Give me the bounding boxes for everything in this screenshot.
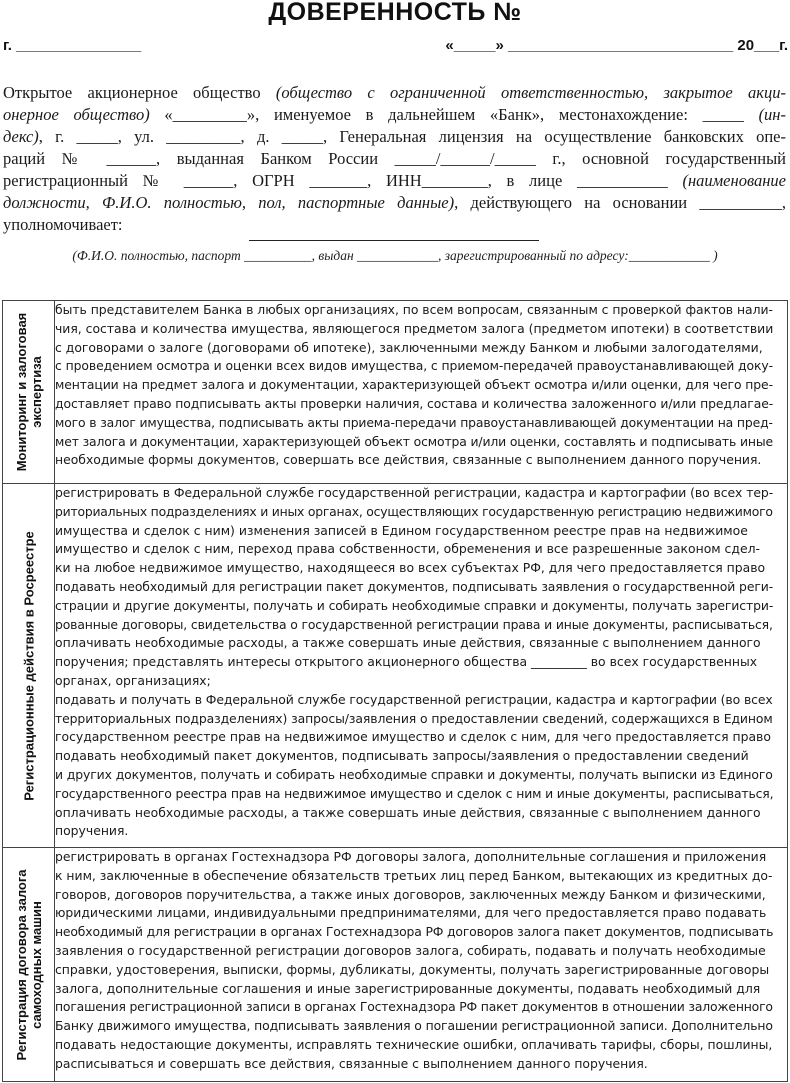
section-text-line: необходимый для регистрации в органах Гостехнадзора РФ договоров залога пакет документов, подписывать: [55, 924, 774, 940]
section-text-line: оплачивать необходимые расходы, а также совершать иные действия, связанные с выполнением данного: [55, 804, 761, 820]
section-text-line: к ним, заключенные в обеспечение обязательств третьих лиц перед Банком, вытекающих из кредитных до-: [55, 867, 773, 883]
section-label: Регистрационные действия в Росреестре: [21, 530, 36, 801]
section-body: [55, 301, 788, 484]
section-body: [55, 484, 788, 848]
section-text-line: риториальных подразделениях и иных органах, осуществляющих государственную регистрацию недвижимого: [55, 503, 773, 519]
section-text-line: государственном реестре прав на недвижимое имущество и сделок с ним, для чего предоставляется право: [55, 729, 771, 745]
section-text-line: ки на любое недвижимое имущество, находящееся во всех субъектах РФ, для чего предоставляется право: [55, 560, 766, 576]
section-text-line: государственного реестра прав на недвижимое имущество и сделок с ним и иные документы, расписываться,: [55, 785, 774, 801]
section-text-line: залога, дополнительные соглашения и иные зарегистрированные документы, подавать необходимый для: [55, 980, 761, 996]
section-label-cell: [3, 301, 55, 484]
section-label: Регистрация договора залога самоходных машин: [13, 868, 44, 1061]
intro-line: онерное общество) «_________», именуемое в дальнейшем «Банк», местонахождение: _____ (ин-: [3, 105, 786, 124]
intro-line: декс), г. _____, ул. _________, д. _____, Генеральная лицензия на осуществление банковских опе-: [3, 127, 786, 146]
section-text-line: подавать недостающие документы, исправлять технические ошибки, оплачивать тарифы, сборы, пошлины,: [55, 1036, 773, 1052]
section-text-line: регистрировать в органах Гостехнадзора РФ договоры залога, дополнительные соглашения и приложения: [55, 849, 767, 864]
section-text-line: и других документов, получать и собирать необходимые справки и документы, получать выписки из Единого: [55, 766, 773, 782]
intro-line: раций № ______, выданная Банком России _____/______/_____ г., основной государственный: [3, 149, 786, 168]
section-text-line: органах, организациях;: [55, 672, 211, 688]
section-text-line: с договорами о залоге (договорами об ипотеке), заключенными между Банком и любыми залогодателями,: [55, 339, 763, 355]
section-text-line: Банку движимого имущества, подписывать заявления о погашении регистрационной записи. Дополнительно: [55, 1018, 773, 1034]
intro-line: должности, Ф.И.О. полностью, пол, паспортные данные), действующего на основании __________,: [3, 193, 786, 212]
section-text-line: поручения; представлять интересы открытого акционерного общества _________ во всех государственных: [55, 654, 758, 670]
document-title: ДОВЕРЕННОСТЬ №: [268, 0, 522, 26]
date-field: «_____» ___________________________ 20___г.: [445, 37, 788, 54]
section-label-cell: [3, 848, 55, 1082]
section-text-line: быть представителем Банка в любых организациях, по всем вопросам, связанным с проверкой фактов нали-: [55, 302, 773, 317]
section-text-line: подавать необходимый пакет документов, подписывать запросы/заявления о предоставлении сведений: [55, 748, 749, 764]
intro-line: Открытое акционерное общество (общество с ограниченной ответственностью, закрытое акци-: [3, 83, 786, 102]
section-text-line: поручения.: [55, 823, 129, 839]
section-text-line: с проведением осмотра и оценки всех видов имущества, с приемом-передачей правоустанавливающей доку-: [55, 358, 774, 374]
section-label: Мониторинг и залоговая экспертиза: [13, 312, 44, 472]
section-text-line: доставляет право подписывать акты проверки наличия, состава и количества заложенного и/или предлагае-: [55, 395, 774, 411]
powers-table: [2, 300, 788, 1082]
section-text-line: чия, состава и количества имущества, являющегося предметом залога (предметом ипотеки) в соответствии: [55, 320, 774, 336]
section-body: [55, 848, 788, 1082]
section-text-line: расписываться и совершать все действия, связанные с выполнением данного поручения.: [55, 1055, 648, 1071]
section-text-line: подавать и получать в Федеральной службе государственной регистрации, кадастра и картографии (во всех: [55, 691, 773, 707]
table-row: [3, 301, 788, 484]
section-text-line: ментации на предмет залога и документации, характеризующей объект осмотра и/или оценки, для чего пре-: [55, 377, 773, 393]
section-text-line: имущество и сделок с ним, переход права собственности, обременения и все разрешенные законом сдел-: [55, 541, 760, 557]
passport-caption: (Ф.И.О. полностью, паспорт __________, выдан ____________, зарегистрированный по адресу:____________ ): [72, 248, 718, 263]
section-text-line: оплачивать необходимые расходы, а также совершать иные действия, связанные с выполнением данного: [55, 635, 761, 651]
representative-name-line: [249, 240, 539, 241]
intro-line: уполномочивает:: [3, 215, 123, 234]
table-row: [3, 484, 788, 848]
section-text-line: погашения регистрационной записи в органах Гостехнадзора РФ пакет документов в отношении заложенного: [55, 999, 773, 1015]
section-label-cell: [3, 484, 55, 848]
section-text-line: мет залога и документации, характеризующей объект осмотра и/или оценки, составлять и подписывать иные: [55, 433, 773, 449]
section-text-line: страции и другие документы, получать и собирать необходимые справки и документы, получать зарегистри-: [55, 597, 774, 613]
section-text-line: юридическими лицами, индивидуальными предпринимателями, для чего предоставляется право подавать: [55, 905, 767, 921]
section-text-line: имущества и сделок с ним) изменения записей в Едином государственном реестре прав на недвижимое: [55, 522, 748, 538]
section-text-line: справки, удостоверения, выписки, формы, дубликаты, документы, получать зарегистрированные договоры: [55, 961, 770, 977]
section-text-line: необходимые формы документов, совершать все действия, связанные с выполнением данного поручения.: [55, 452, 762, 468]
section-text-line: говоров, договоров поручительства, а также иных договоров, заключенных между Банком и физическими,: [55, 886, 766, 902]
city-field: г. _______________: [3, 37, 142, 54]
section-text-line: мого в залог имущества, подписывать акты приема-передачи правоустанавливающей документации на пред-: [55, 414, 773, 430]
section-text-line: подавать необходимый для регистрации пакет документов, подписывать заявления о государственной реги-: [55, 578, 774, 594]
intro-line: регистрационный № ______, ОГРН _______, ИНН________, в лице ___________ (наименование: [3, 171, 786, 190]
section-text-line: заявления о государственной регистрации договоров залога, собирать, подавать и получать необходимые: [55, 942, 766, 958]
section-text-line: рованные договоры, свидетельства о государственной регистрации права и иные документы, расписываться,: [55, 616, 773, 632]
section-text-line: территориальных подразделениях) запросы/заявления о предоставлении сведений, содержащихся в Едином: [55, 710, 773, 726]
table-row: [3, 848, 788, 1082]
section-text-line: регистрировать в Федеральной службе государственной регистрации, кадастра и картографии (во всех тер-: [55, 485, 774, 500]
intro-paragraph: [3, 82, 786, 236]
